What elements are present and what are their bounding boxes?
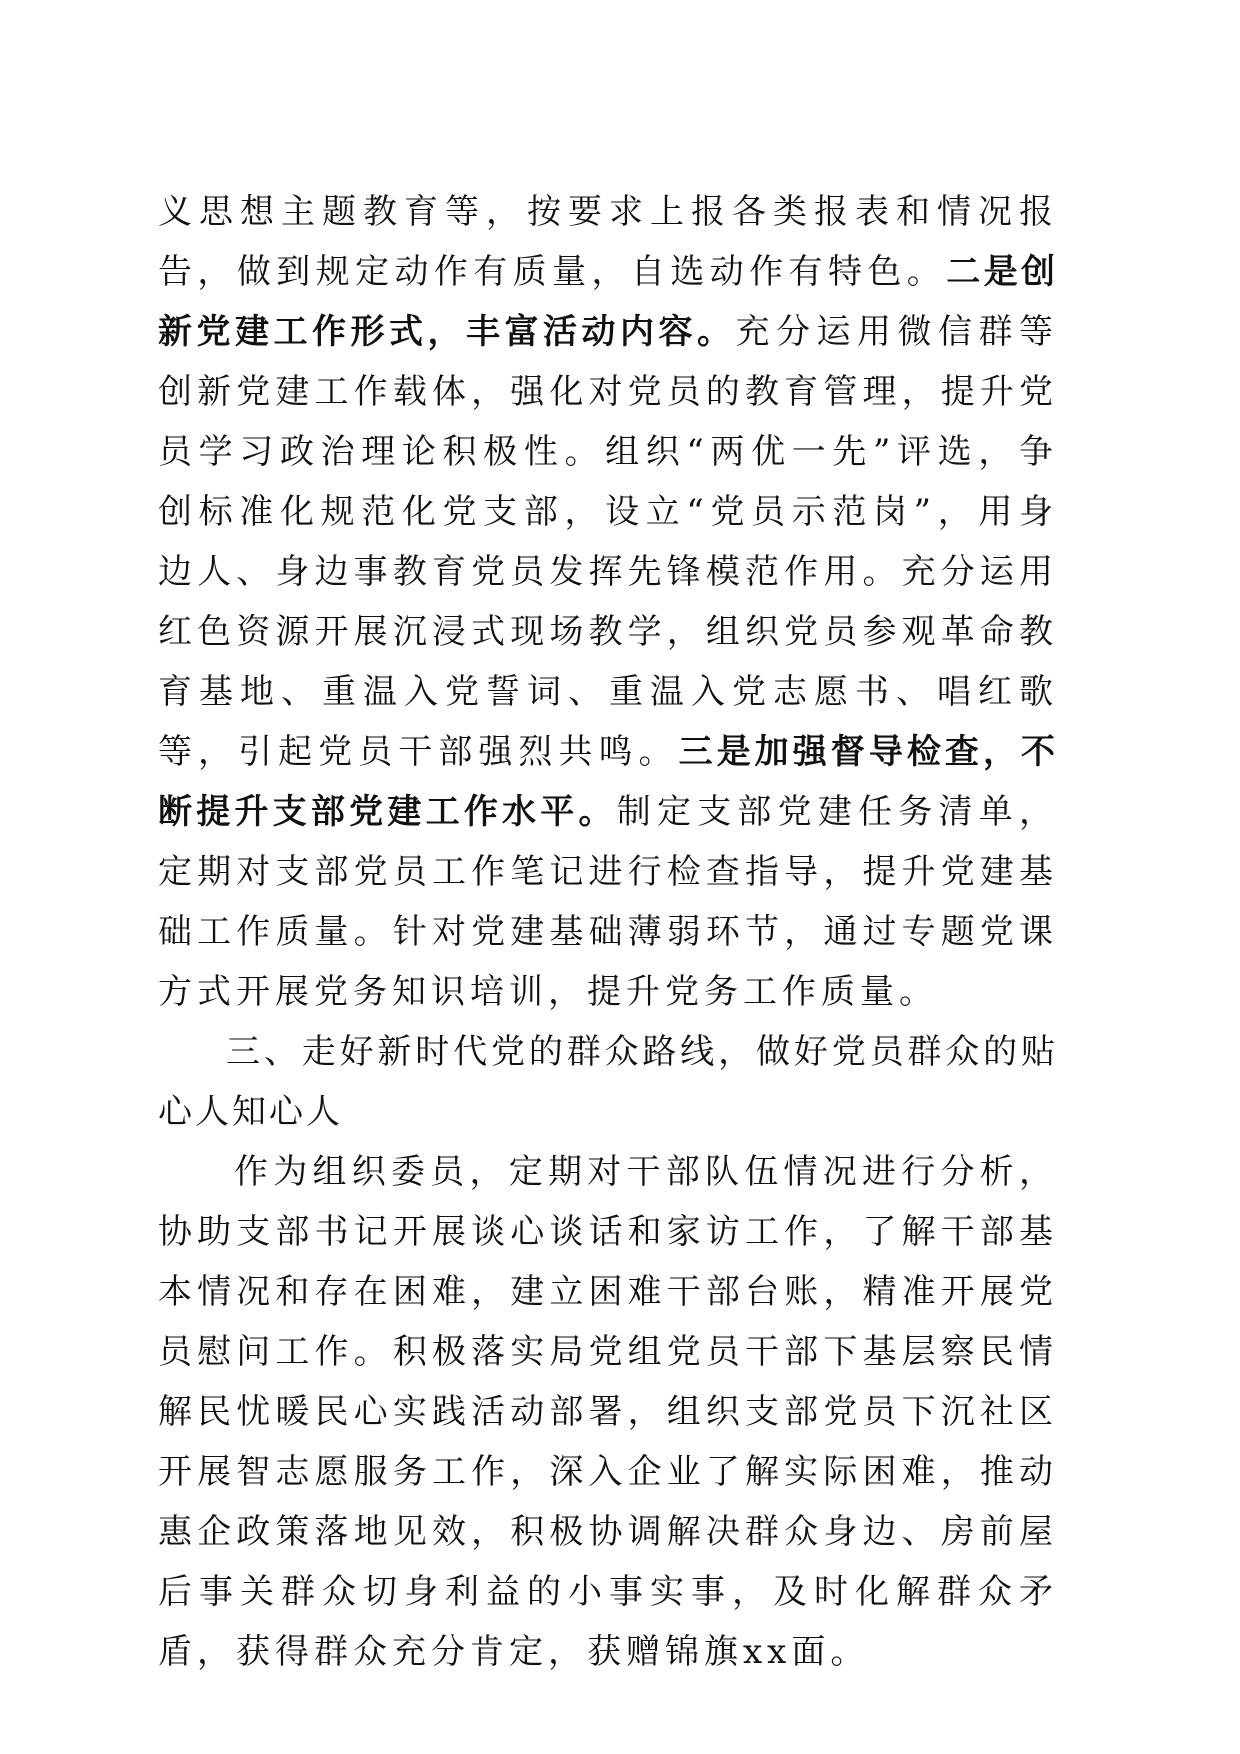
bold-subheading-innovation: 二是创新党建工作形式，丰富活动内容。 [158,252,1059,352]
paragraph-mass-line: 作为组织委员，定期对干部队伍情况进行分析，协助支部书记开展谈心谈话和家访工作，了解干部基本情况和存在困难，建立困难干部台账，精准开展党员慰问工作。积极落实局党组党员干部下基层察民情解民忧暖民心实践活动部署，组织支部党员下沉社区开展智志愿服务工作，深入企业了解实际困难，推动惠企政策落地见效，积极协调解决群众身边、房前屋后事关群众切身利益的小事实事，及时化解群众矛盾，获得群众充分肯定，获赠锦旗xx面。 [158,1152,1058,1672]
document-body [158,182,1058,1682]
paragraph-text: 制定支部党建任务清单，定期对支部党员工作笔记进行检查指导，提升党建基础工作质量。针对党建基础薄弱环节，通过专题党课方式开展党务知识培训，提升党务工作质量。 [158,792,1059,1012]
bold-subheading-supervision: 三是加强督导检查，不断提升支部党建工作水平。 [158,732,1059,832]
paragraph-text: 充分运用微信群等创新党建工作载体，强化对党员的教育管理，提升党员学习政治理论积极性。组织“两优一先”评选，争创标准化规范化党支部，设立“党员示范岗”，用身边人、身边事教育党员发挥先锋模范作用。充分运用红色资源开展沉浸式现场教学，组织党员参观革命教育基地、重温入党誓词、重温入党志愿书、唱红歌等，引起党员干部强烈共鸣。 [158,312,1058,772]
paragraph-party-building [158,182,1058,1022]
paragraph-text: 义思想主题教育等，按要求上报各类报表和情况报告，做到规定动作有质量，自选动作有特色。 [158,192,1058,292]
section-heading-mass-line: 三、走好新时代党的群众路线，做好党员群众的贴心人知心人 [158,1032,1058,1132]
